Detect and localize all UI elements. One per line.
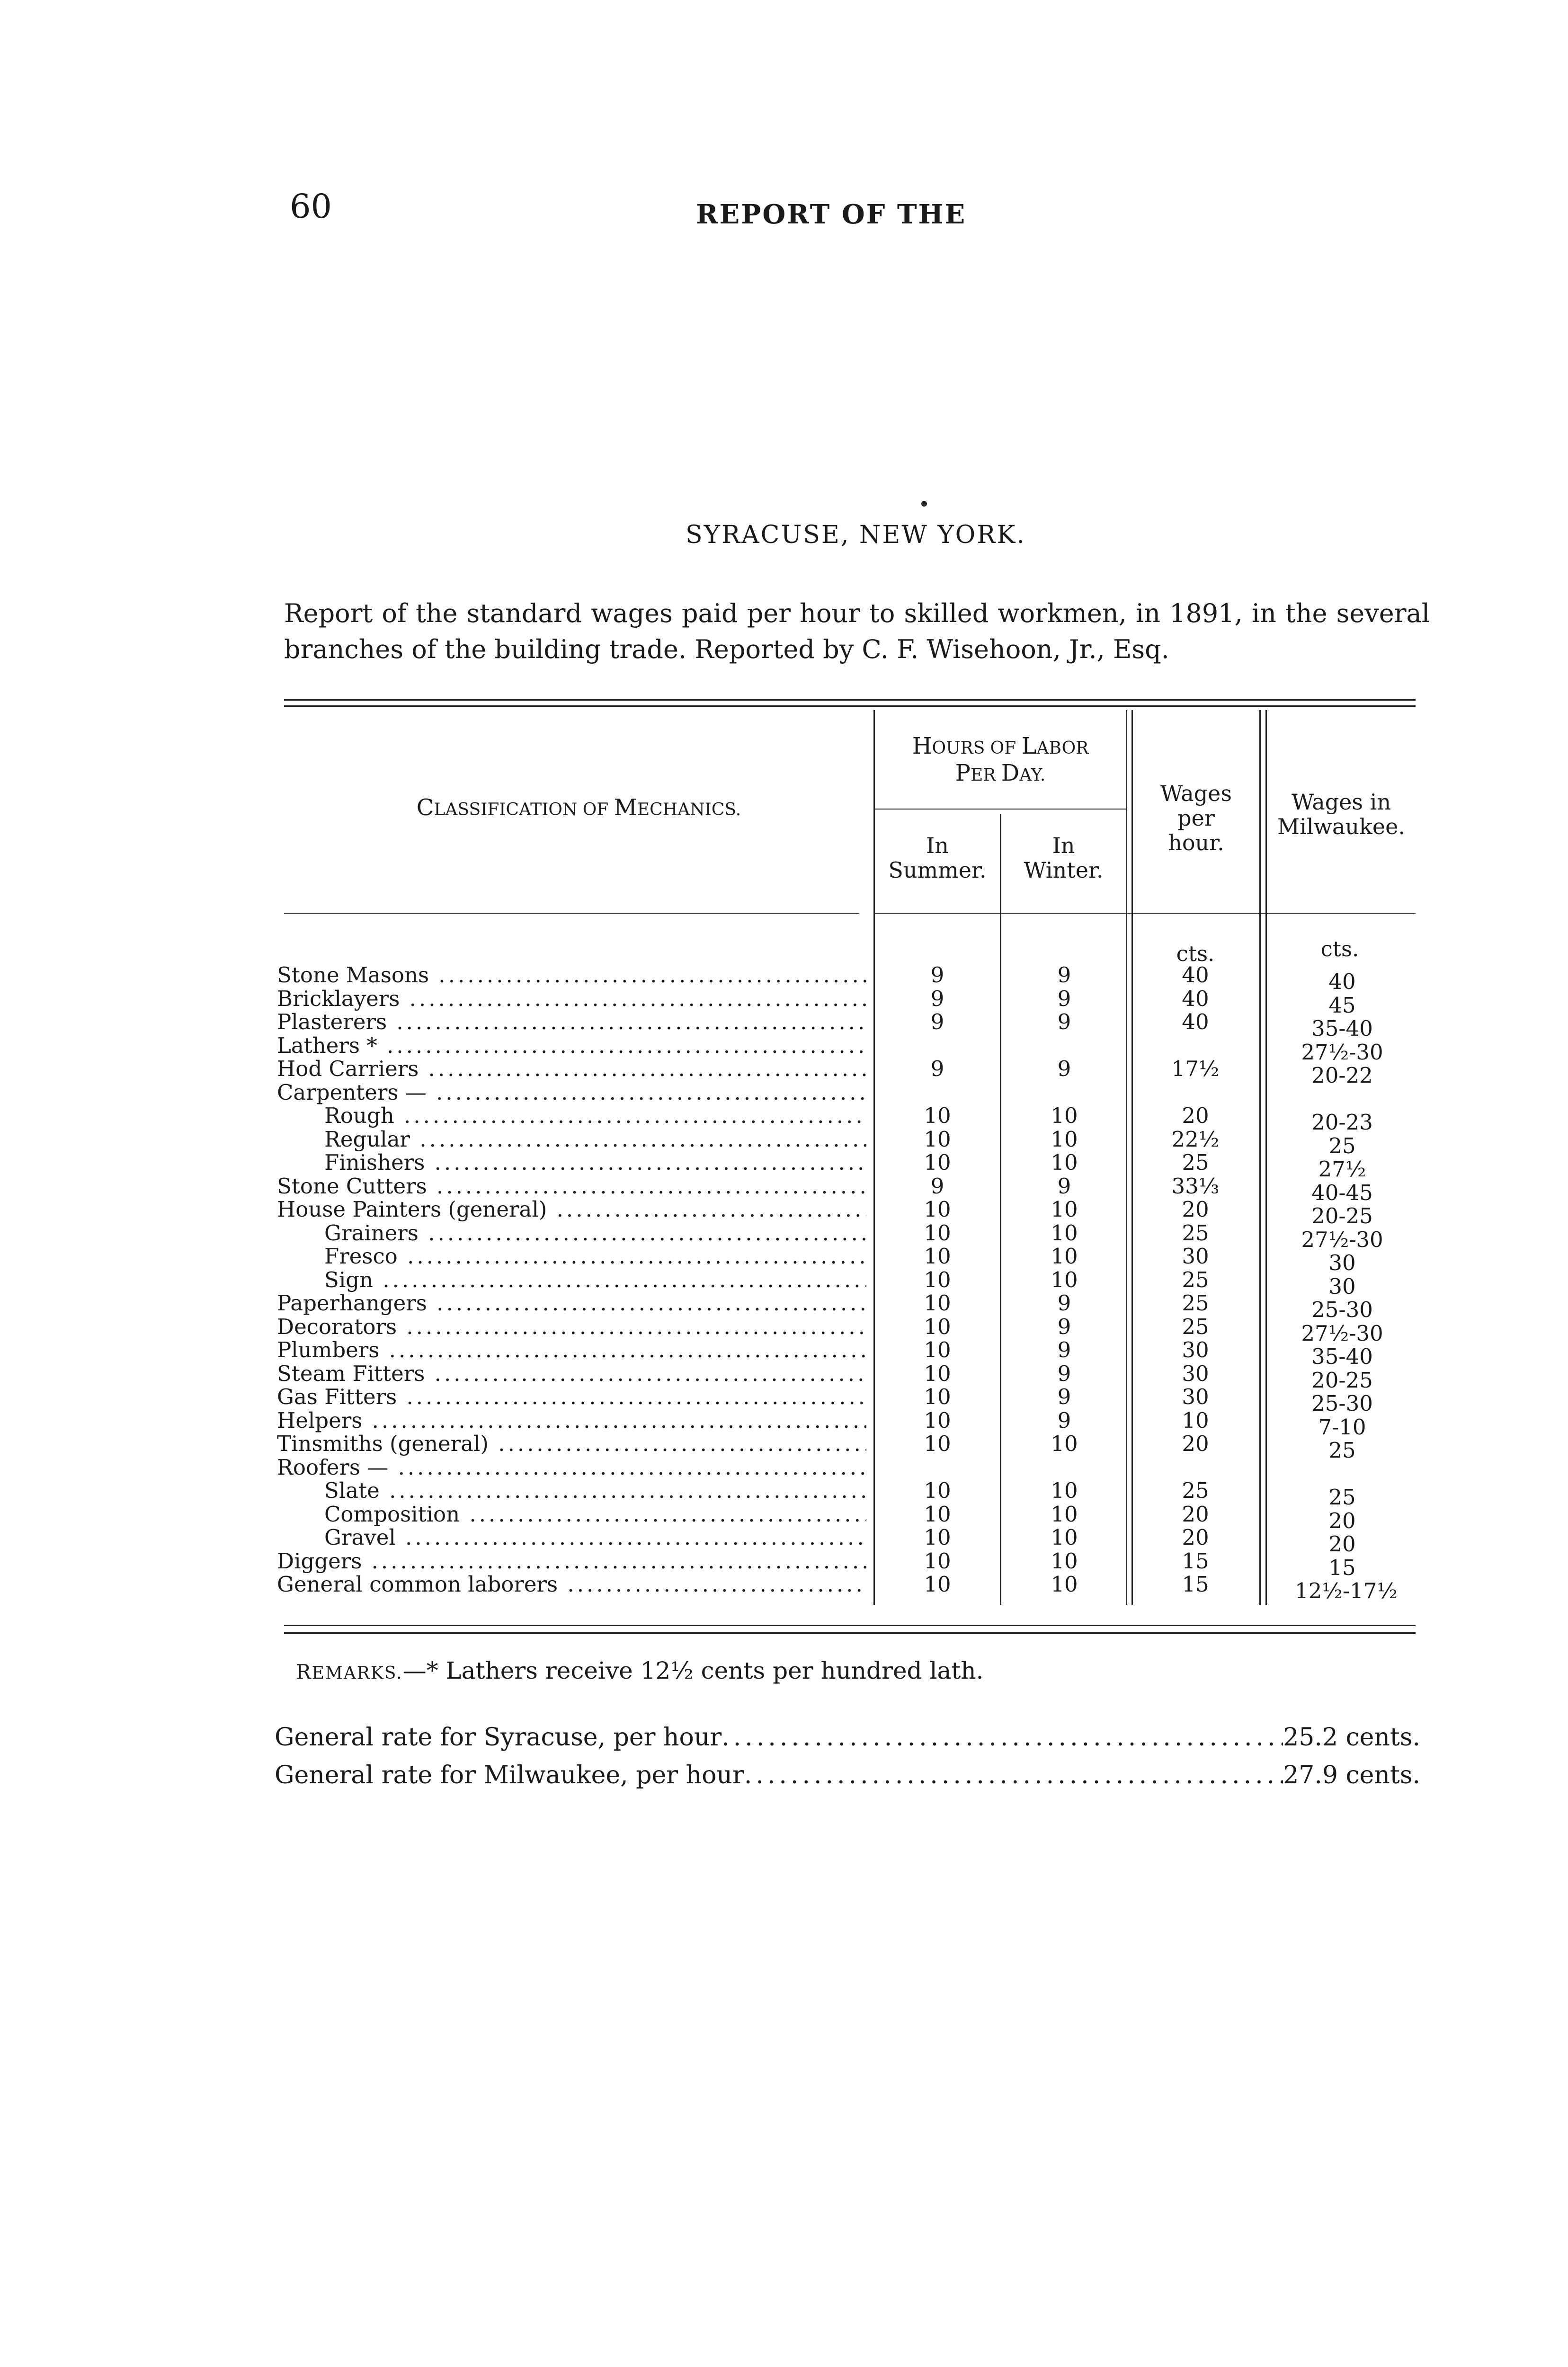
row-winter-hours: 10: [1051, 1502, 1078, 1527]
column-divider: [1126, 710, 1127, 1605]
row-summer-hours: 10: [924, 1572, 951, 1597]
row-winter-hours: 10: [1051, 1127, 1078, 1152]
running-title: REPORT OF THE: [696, 199, 967, 230]
row-summer-hours: 10: [924, 1197, 951, 1222]
row-wage-per-hour: 25: [1182, 1267, 1209, 1292]
row-wage-per-hour: 40: [1182, 986, 1209, 1011]
row-wage-per-hour: 17½: [1171, 1056, 1220, 1081]
row-label: Roofers — .....: [277, 1456, 866, 1479]
row-label: Lathers * .....: [277, 1034, 866, 1058]
row-wage-per-hour: 15: [1182, 1548, 1209, 1574]
row-summer-hours: 9: [930, 1174, 944, 1199]
row-winter-hours: 9: [1057, 1408, 1071, 1433]
row-label: Stone Cutters .....: [277, 1175, 866, 1198]
hours-subheader-rule: [875, 809, 1126, 810]
row-label: General common laborers .....: [277, 1573, 866, 1596]
row-label: Hod Carriers .....: [277, 1057, 866, 1081]
row-wage-per-hour: 22½: [1171, 1127, 1220, 1152]
row-wage-milwaukee: 25: [1328, 1438, 1356, 1463]
row-wage-milwaukee: 27½-30: [1301, 1040, 1383, 1065]
row-wage-per-hour: 20: [1182, 1431, 1209, 1456]
row-wage-milwaukee: 20: [1328, 1531, 1356, 1557]
row-wage-milwaukee: 12½-17½: [1295, 1578, 1398, 1603]
row-summer-hours: 9: [930, 986, 944, 1011]
row-wage-per-hour: 20: [1182, 1103, 1209, 1128]
row-label: Fresco .....: [324, 1245, 866, 1268]
row-label: Decorators .....: [277, 1315, 866, 1339]
general-rate-milwaukee: General rate for Milwaukee, per hour ..... 27.9 cents.: [275, 1761, 1420, 1789]
column-divider: [1259, 710, 1261, 1605]
row-wage-per-hour: 25: [1182, 1150, 1209, 1175]
row-wage-milwaukee: 20-25: [1311, 1368, 1373, 1393]
row-summer-hours: 10: [924, 1478, 951, 1503]
row-winter-hours: 10: [1051, 1103, 1078, 1128]
row-wage-milwaukee: 27½-30: [1301, 1321, 1383, 1346]
row-winter-hours: 9: [1057, 1290, 1071, 1316]
row-summer-hours: 10: [924, 1384, 951, 1409]
row-label: Bricklayers .....: [277, 987, 866, 1011]
row-label: Regular .....: [324, 1128, 866, 1151]
table-bottom-rule-2: [284, 1632, 1416, 1634]
row-winter-hours: 9: [1057, 1384, 1071, 1409]
row-wage-per-hour: 30: [1182, 1244, 1209, 1269]
row-label: Plumbers .....: [277, 1338, 866, 1362]
header-bottom-rule: [875, 913, 1416, 914]
row-summer-hours: 9: [930, 1009, 944, 1034]
column-divider: [1000, 814, 1001, 1605]
table-top-rule: [284, 699, 1416, 701]
header-hours-of-labor: HOURS OF LABOR PER DAY.: [912, 733, 1089, 786]
row-wage-per-hour: 15: [1182, 1572, 1209, 1597]
row-wage-milwaukee: 20-23: [1311, 1110, 1373, 1135]
row-label: Steam Fitters .....: [277, 1362, 866, 1386]
row-label: Sign .....: [324, 1268, 866, 1292]
row-summer-hours: 10: [924, 1431, 951, 1456]
row-summer-hours: 9: [930, 1056, 944, 1081]
row-label: Slate .....: [324, 1479, 866, 1503]
row-label: Paperhangers .....: [277, 1291, 866, 1315]
header-winter: In Winter.: [1024, 833, 1104, 883]
header-wages-milwaukee: Wages in Milwaukee.: [1277, 789, 1405, 839]
table-bottom-rule: [284, 1625, 1416, 1626]
row-winter-hours: 9: [1057, 1314, 1071, 1339]
row-winter-hours: 10: [1051, 1244, 1078, 1269]
column-divider: [1265, 710, 1267, 1605]
row-wage-milwaukee: 20-22: [1311, 1063, 1373, 1088]
row-label: Carpenters — .....: [277, 1081, 866, 1104]
remarks: REMARKS.—* Lathers receive 12½ cents per hundred lath.: [296, 1657, 984, 1684]
row-label: Gravel .....: [324, 1526, 866, 1549]
row-summer-hours: 10: [924, 1408, 951, 1433]
general-rate-syracuse: General rate for Syracuse, per hour ..... 25.2 cents.: [275, 1723, 1420, 1752]
row-winter-hours: 9: [1057, 1174, 1071, 1199]
section-title: SYRACUSE, NEW YORK.: [686, 521, 1026, 549]
row-wage-milwaukee: 25-30: [1311, 1297, 1373, 1322]
row-summer-hours: 9: [930, 962, 944, 988]
row-wage-milwaukee: 30: [1328, 1274, 1356, 1299]
page-number: 60: [290, 187, 332, 226]
row-label: Gas Fitters .....: [277, 1385, 866, 1409]
row-winter-hours: 10: [1051, 1548, 1078, 1574]
row-wage-milwaukee: 7-10: [1318, 1415, 1366, 1440]
row-wage-milwaukee: 30: [1328, 1250, 1356, 1275]
row-label: Tinsmiths (general) .....: [277, 1432, 866, 1456]
row-wage-per-hour: 25: [1182, 1478, 1209, 1503]
row-summer-hours: 10: [924, 1127, 951, 1152]
header-summer: In Summer.: [888, 833, 987, 883]
row-wage-milwaukee: 20-25: [1311, 1203, 1373, 1228]
row-wage-milwaukee: 40: [1328, 969, 1356, 994]
row-wage-per-hour: 30: [1182, 1361, 1209, 1386]
row-wage-milwaukee: 35-40: [1311, 1344, 1373, 1369]
row-winter-hours: 9: [1057, 1361, 1071, 1386]
row-winter-hours: 9: [1057, 986, 1071, 1011]
row-wage-per-hour: 25: [1182, 1314, 1209, 1339]
row-wage-milwaukee: 45: [1328, 993, 1356, 1018]
row-wage-milwaukee: 25: [1328, 1133, 1356, 1158]
row-label: Plasterers .....: [277, 1010, 866, 1034]
row-wage-milwaukee: 40-45: [1311, 1180, 1373, 1205]
row-winter-hours: 9: [1057, 1337, 1071, 1362]
row-wage-milwaukee: 25: [1328, 1485, 1356, 1510]
row-wage-per-hour: 20: [1182, 1197, 1209, 1222]
cts-label: cts.: [1320, 936, 1359, 961]
row-winter-hours: 10: [1051, 1478, 1078, 1503]
row-wage-per-hour: 20: [1182, 1525, 1209, 1550]
row-label: Helpers .....: [277, 1409, 866, 1433]
row-label: House Painters (general) .....: [277, 1198, 866, 1221]
row-wage-milwaukee: 27½-30: [1301, 1227, 1383, 1252]
row-label: Stone Masons .....: [277, 963, 866, 987]
row-winter-hours: 10: [1051, 1220, 1078, 1246]
row-summer-hours: 10: [924, 1314, 951, 1339]
row-label: Diggers .....: [277, 1549, 866, 1573]
row-summer-hours: 10: [924, 1267, 951, 1292]
intro-paragraph: Report of the standard wages paid per hour to skilled workmen, in 1891, in the several branches of the building trade. Reported by C. F. Wisehoon, Jr., Esq.: [284, 598, 1430, 664]
row-summer-hours: 10: [924, 1337, 951, 1362]
row-summer-hours: 10: [924, 1290, 951, 1316]
header-bottom-rule: [284, 913, 859, 914]
row-wage-per-hour: 25: [1182, 1290, 1209, 1316]
row-label: Grainers .....: [324, 1221, 866, 1245]
row-wage-per-hour: 33⅓: [1171, 1174, 1220, 1199]
row-summer-hours: 10: [924, 1502, 951, 1527]
row-wage-per-hour: 20: [1182, 1502, 1209, 1527]
table-top-rule-2: [284, 705, 1416, 707]
row-summer-hours: 10: [924, 1244, 951, 1269]
cts-label: cts.: [1176, 941, 1215, 966]
row-wage-milwaukee: 20: [1328, 1508, 1356, 1533]
row-summer-hours: 10: [924, 1525, 951, 1550]
row-wage-per-hour: 10: [1182, 1408, 1209, 1433]
row-wage-per-hour: 40: [1182, 1009, 1209, 1034]
row-winter-hours: 9: [1057, 1009, 1071, 1034]
row-summer-hours: 10: [924, 1361, 951, 1386]
row-wage-milwaukee: 35-40: [1311, 1016, 1373, 1041]
row-label: Composition .....: [324, 1503, 866, 1526]
row-winter-hours: 9: [1057, 962, 1071, 988]
row-summer-hours: 10: [924, 1103, 951, 1128]
header-wages-per-hour: Wages per hour.: [1160, 781, 1232, 855]
row-wage-per-hour: 40: [1182, 962, 1209, 988]
row-wage-per-hour: 25: [1182, 1220, 1209, 1246]
row-label: Rough .....: [324, 1104, 866, 1128]
row-wage-milwaukee: 25-30: [1311, 1391, 1373, 1416]
row-wage-milwaukee: 15: [1328, 1555, 1356, 1580]
row-winter-hours: 10: [1051, 1197, 1078, 1222]
header-classification: CLASSIFICATION OF MECHANICS.: [416, 794, 741, 821]
row-winter-hours: 10: [1051, 1431, 1078, 1456]
row-winter-hours: 10: [1051, 1150, 1078, 1175]
ornament-dot: [921, 501, 927, 507]
row-winter-hours: 9: [1057, 1056, 1071, 1081]
row-summer-hours: 10: [924, 1548, 951, 1574]
row-summer-hours: 10: [924, 1150, 951, 1175]
row-winter-hours: 10: [1051, 1267, 1078, 1292]
row-label: Finishers .....: [324, 1151, 866, 1175]
row-wage-per-hour: 30: [1182, 1337, 1209, 1362]
row-wage-per-hour: 30: [1182, 1384, 1209, 1409]
row-wage-milwaukee: 27½: [1318, 1157, 1366, 1182]
row-summer-hours: 10: [924, 1220, 951, 1246]
row-winter-hours: 10: [1051, 1525, 1078, 1550]
row-winter-hours: 10: [1051, 1572, 1078, 1597]
